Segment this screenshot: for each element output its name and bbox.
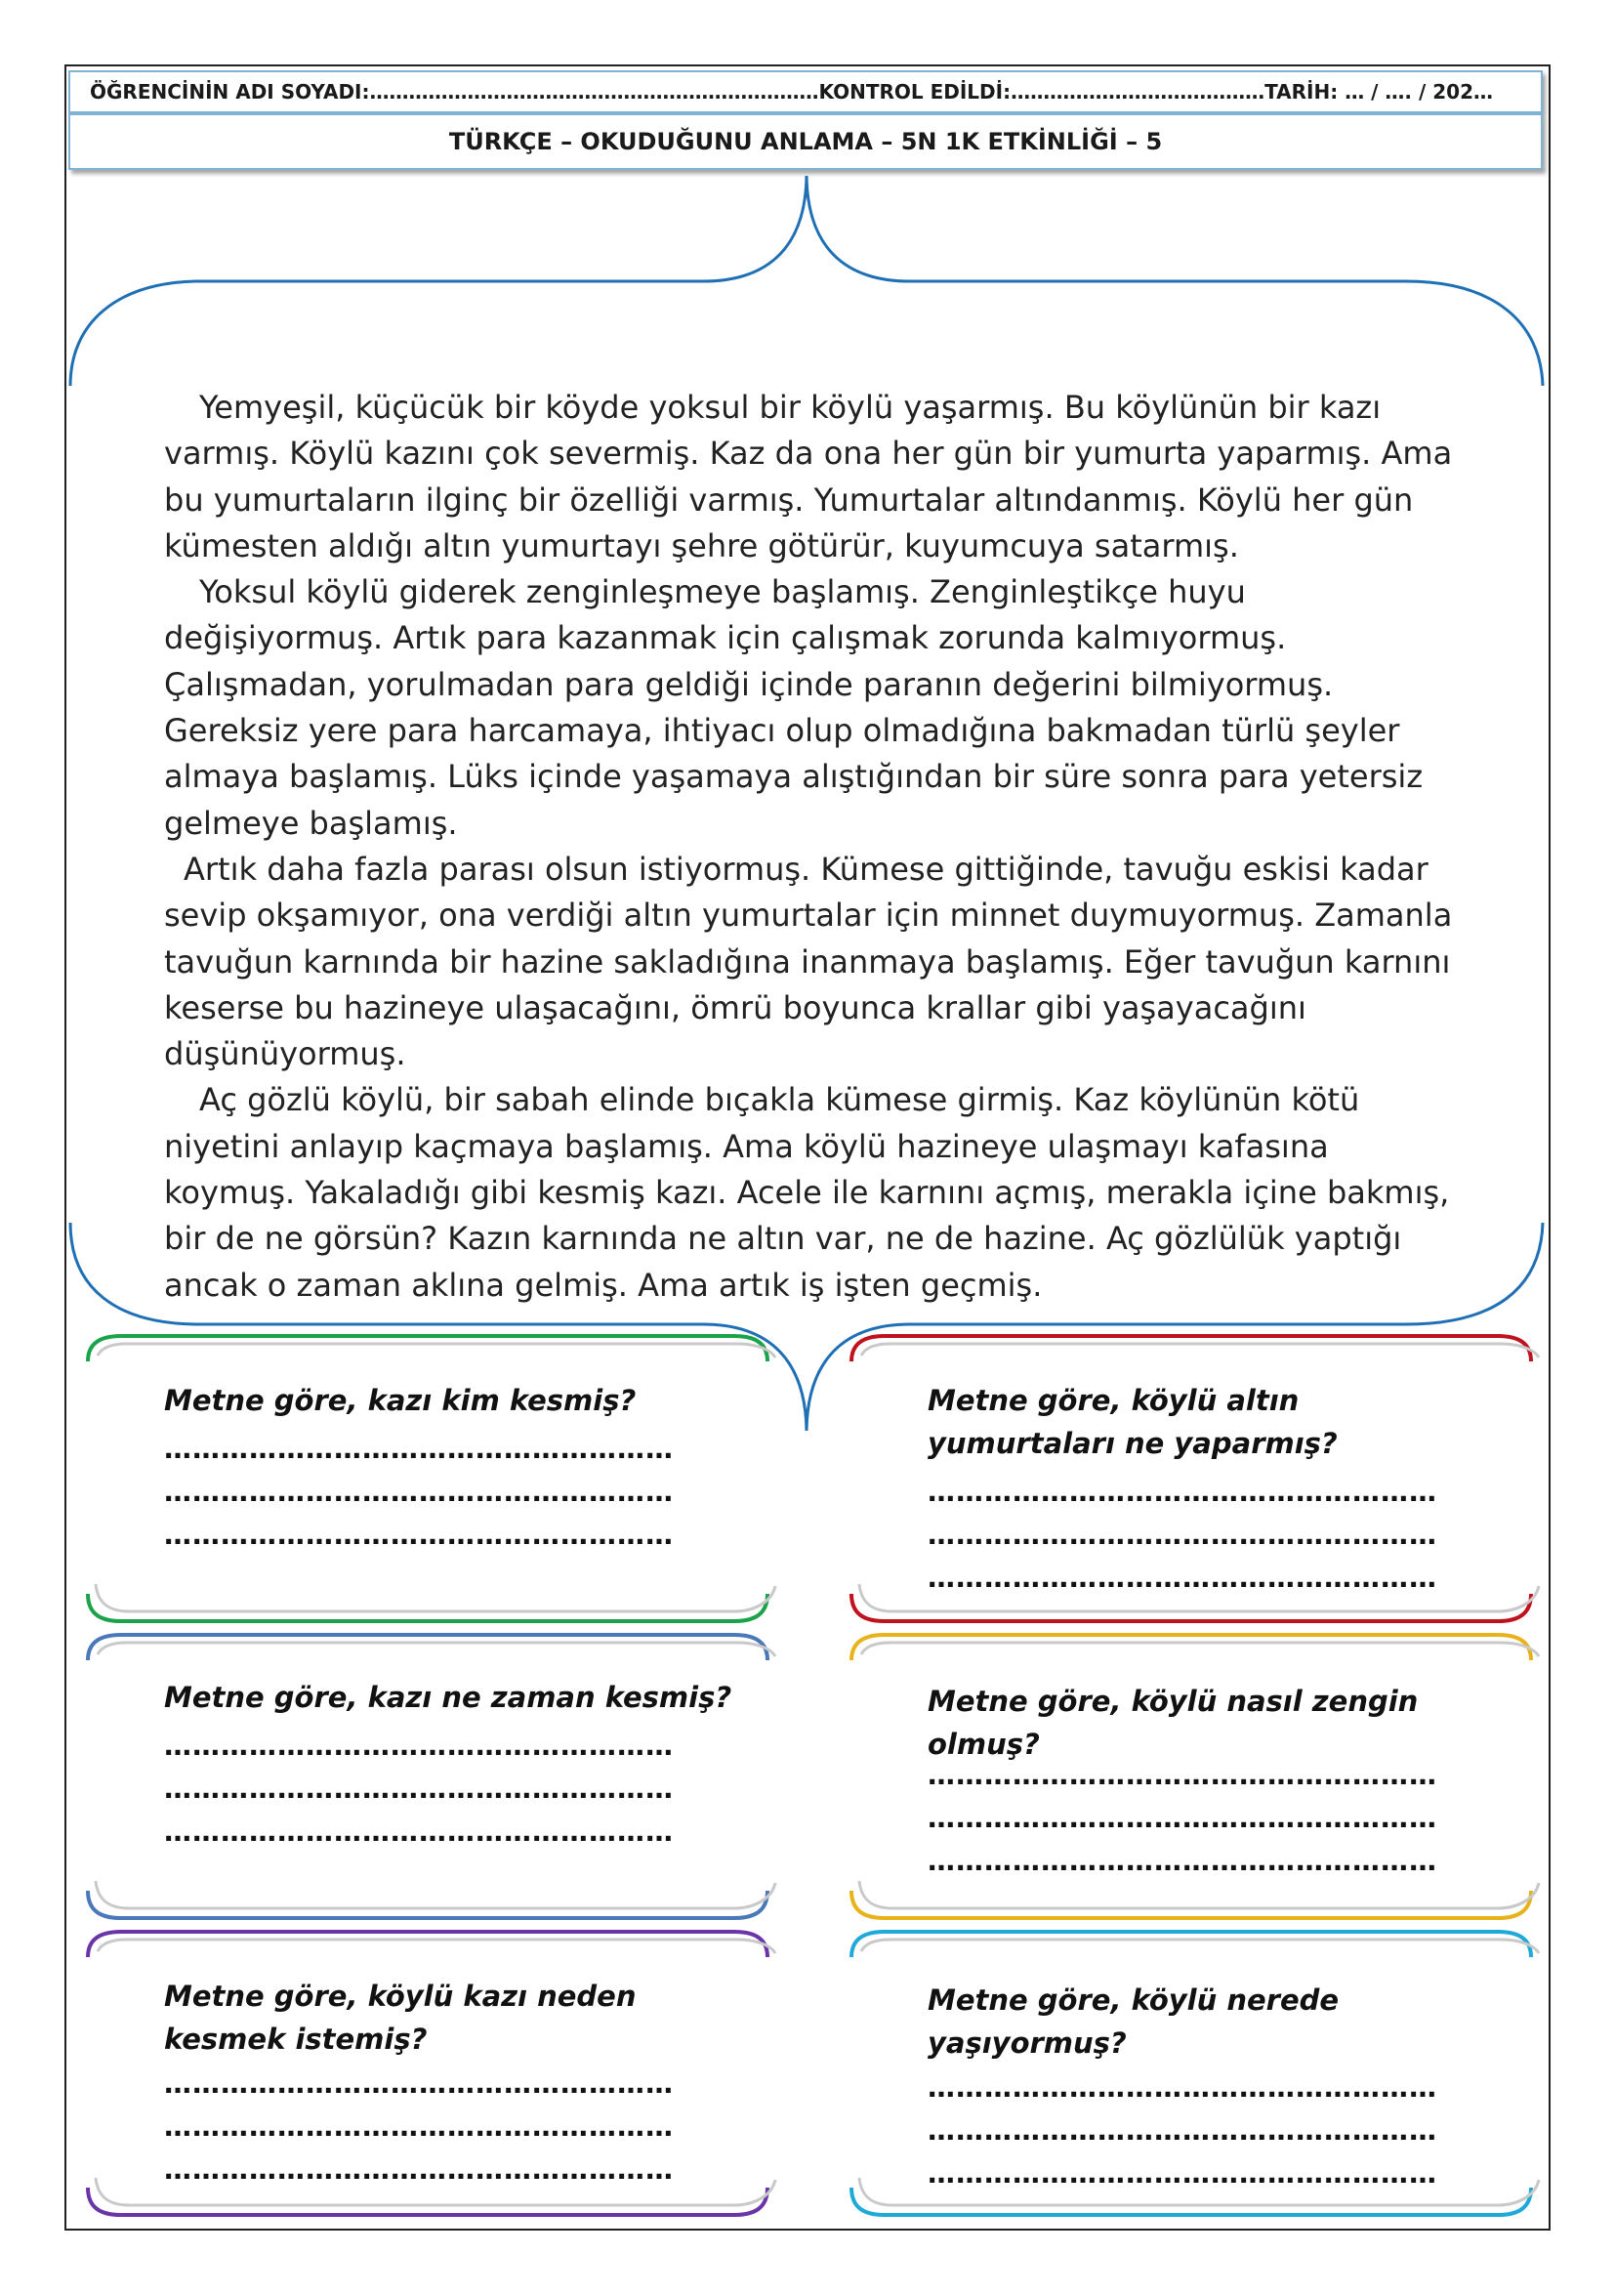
story-paragraph: Artık daha fazla parası olsun istiyormuş. Kümese gittiğinde, tavuğu eskisi kadar sevip okşamıyor, ona verdiği altın yumurtalar için minnet duymuyormuş. Zamanla tavuğun karnında bir hazine sakladığına inanmaya başlamış. Eğer tavuğun karnını keserse bu hazineye ulaşacağını, ömrü boyunca krallar gibi yaşayacağını düşünüyormuş.: [164, 850, 1453, 1073]
answer-line[interactable]: ………………………………………………: [928, 1519, 1437, 1551]
answer-line[interactable]: ………………………………………………: [164, 2067, 674, 2100]
answer-line[interactable]: ………………………………………………: [928, 2071, 1437, 2104]
answer-line[interactable]: ………………………………………………: [164, 1433, 674, 1465]
student-name-field[interactable]: ……………………………………………………………: [369, 80, 819, 104]
question-4: Metne göre, köylü nasıl zengin olmuş?: [928, 1685, 1419, 1761]
answer-line[interactable]: ………………………………………………: [164, 1519, 674, 1551]
story-paragraph: Yemyeşil, küçücük bir köyde yoksul bir köylü yaşarmış. Bu köylünün bir kazı varmış. Köylü kazını çok severmiş. Kaz da ona her gün bir yumurta yaparmış. Ama bu yumurtaların ilginç bir özelliği varmış. Yumurtalar altındanmış. Köylü her gün kümesten aldığı altın yumurtayı şehre götürür, kuyumcuya satarmış.: [164, 389, 1453, 564]
story-paragraph: Yoksul köylü giderek zenginleşmeye başlamış. Zenginleştikçe huyu değişiyormuş. Artık para kazanmak için çalışmak zorunda kalmıyormuş. Çalışmadan, yorulmadan para geldiği içinde paranın değerini bilmiyormuş. Gereksiz yere para harcamaya, ihtiyacı olup olmadığına bakmadan türlü şeyler almaya başlamış. Lüks içinde yaşamaya alıştığından bir süre sonra para yetersiz gelmeye başlamış.: [164, 573, 1424, 842]
answer-line[interactable]: ………………………………………………: [164, 1730, 674, 1762]
question-2: Metne göre, köylü altın yumurtaları ne yaparmış?: [928, 1384, 1338, 1460]
story-text: [164, 385, 1463, 1309]
answer-line[interactable]: ………………………………………………: [164, 1816, 674, 1848]
question-5: Metne göre, köylü kazı neden kesmek istemiş?: [164, 1980, 637, 2056]
answer-line[interactable]: ………………………………………………: [164, 2153, 674, 2186]
answer-line[interactable]: ………………………………………………: [928, 1759, 1437, 1791]
answer-line[interactable]: ………………………………………………: [928, 1802, 1437, 1834]
student-info-bar: [68, 70, 1543, 113]
story-paragraph: Aç gözlü köylü, bir sabah elinde bıçakla kümese girmiş. Kaz köylünün kötü niyetini anlayıp kaçmaya başlamış. Ama köylü hazineye ulaşmayı kafasına koymuş. Yakaladığı gibi kesmiş kazı. Acele ile karnını açmış, merakla içine bakmış, bir de ne görsün? Kazın karnında ne altın var, ne de hazine. Aç gözlülük yaptığı ancak o zaman aklına gelmiş. Ama artık iş işten geçmiş.: [164, 1081, 1450, 1304]
worksheet-title: TÜRKÇE – OKUDUĞUNU ANLAMA – 5N 1K ETKİNLİĞİ – 5: [68, 113, 1543, 170]
answer-line[interactable]: ………………………………………………: [928, 2157, 1437, 2190]
student-name-label: ÖĞRENCİNİN ADI SOYADI:: [90, 80, 370, 104]
date-label: TARİH: … / …. / 202…: [1264, 80, 1493, 104]
answer-line[interactable]: ………………………………………………: [164, 1476, 674, 1508]
answer-line[interactable]: ………………………………………………: [164, 2110, 674, 2143]
question-3: Metne göre, kazı ne zaman kesmiş?: [164, 1681, 732, 1714]
control-label: KONTROL EDİLDİ:: [818, 80, 1012, 104]
answer-line[interactable]: ………………………………………………: [928, 2114, 1437, 2147]
answer-line[interactable]: ………………………………………………: [928, 1845, 1437, 1877]
question-1: Metne göre, kazı kim kesmiş?: [164, 1384, 637, 1417]
answer-line[interactable]: ………………………………………………: [928, 1476, 1437, 1508]
question-6: Metne göre, köylü nerede yaşıyormuş?: [928, 1983, 1340, 2060]
answer-line[interactable]: ………………………………………………: [928, 1562, 1437, 1594]
control-field[interactable]: …………………………………: [1011, 80, 1265, 104]
answer-line[interactable]: ………………………………………………: [164, 1773, 674, 1805]
